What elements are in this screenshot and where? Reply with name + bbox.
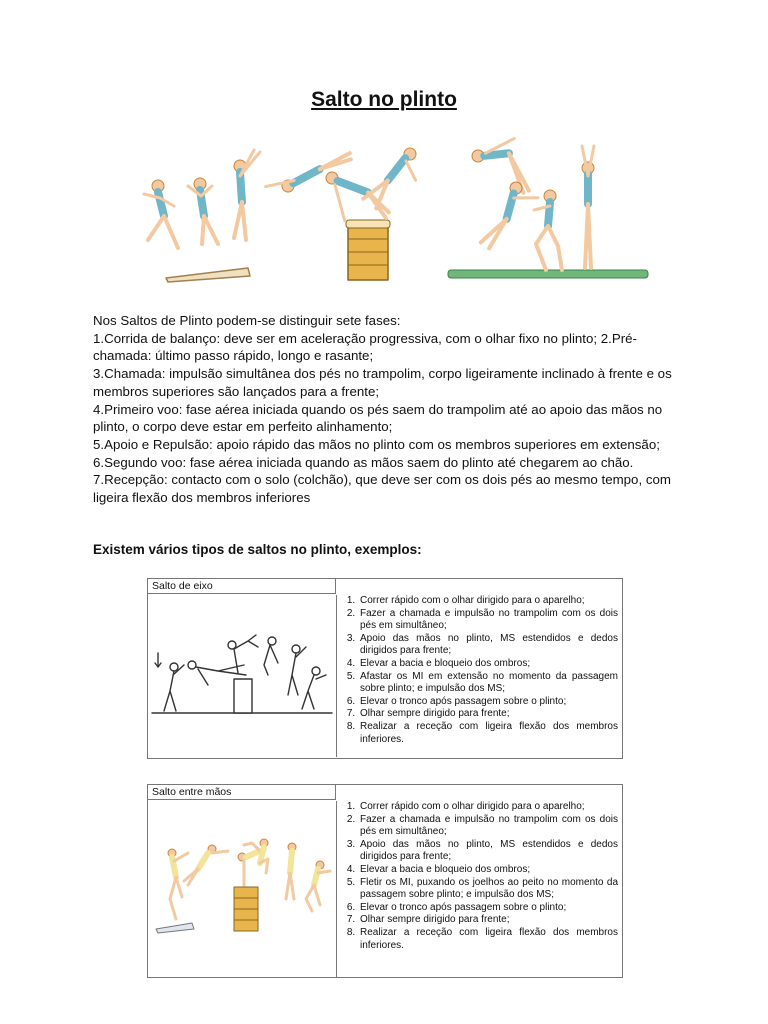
examples-heading: Existem vários tipos de saltos no plinto, exemplos: bbox=[93, 542, 422, 557]
phase-5: 5.Apoio e Repulsão: apoio rápido das mãos no plinto com os membros superiores em extensão; bbox=[93, 436, 660, 452]
list-item: 4. Elevar a bacia e bloqueio dos ombros; bbox=[358, 864, 618, 877]
list-item: 6. Elevar o tronco após passagem sobre o plinto; bbox=[358, 696, 618, 709]
list-item: 2. Fazer a chamada e impulsão no trampolim com os dois pés em simultâneo; bbox=[358, 814, 618, 839]
list-item: 8. Realizar a receção com ligeira flexão dos membros inferiores. bbox=[358, 721, 618, 746]
list-item: 3. Apoio das mãos no plinto, MS estendidos e dedos dirigidos para frente; bbox=[358, 633, 618, 658]
page-title: Salto no plinto bbox=[311, 88, 457, 111]
table-header: Salto de eixo bbox=[148, 579, 336, 594]
list-item: 5. Afastar os MI em extensão no momento da passagem sobre plinto; e impulsão dos MS; bbox=[358, 671, 618, 696]
phase-3: 3.Chamada: impulsão simultânea dos pés no trampolim, corpo ligeiramente inclinado à frente e os membros superiores são lançados para a frente; bbox=[93, 366, 672, 399]
phase-7: 7.Recepção: contacto com o solo (colchão), que deve ser com os dois pés ao mesmo tempo, com ligeira flexão dos membros inferiores bbox=[93, 472, 671, 506]
list-item: 8. Realizar a receção com ligeira flexão dos membros inferiores. bbox=[358, 927, 618, 952]
vault-sequence-illustration bbox=[118, 126, 650, 288]
list-item: 5. Fletir os MI, puxando os joelhos ao peito no momento da passagem sobre plinto; e impulsão dos MS; bbox=[358, 877, 618, 902]
list-item: 1. Correr rápido com o olhar dirigido para o aparelho; bbox=[358, 595, 618, 608]
entre-maos-vault-illustration bbox=[148, 801, 337, 977]
phase-6: 6.Segundo voo: fase aérea iniciada quando as mãos saem do plinto até chegarem ao chão. bbox=[93, 454, 634, 470]
list-item: 3. Apoio das mãos no plinto, MS estendidos e dedos dirigidos para frente; bbox=[358, 839, 618, 864]
vault-table-entre-maos bbox=[147, 784, 623, 978]
plinth-icon bbox=[346, 220, 390, 280]
landing-mat-icon bbox=[448, 270, 648, 278]
table-header: Salto entre mãos bbox=[148, 785, 336, 800]
eixo-steps-list bbox=[336, 595, 618, 746]
phase-4: 4.Primeiro voo: fase aérea iniciada quando os pés saem do trampolim até ao apoio das mãos no plinto, o corpo deve estar em perfeito alinhamento; bbox=[93, 401, 663, 435]
intro-lead: Nos Saltos de Plinto podem-se distinguir sete fases: bbox=[93, 313, 401, 328]
vault-table-eixo bbox=[147, 578, 623, 759]
springboard-icon bbox=[166, 268, 250, 282]
entre-maos-steps-list bbox=[336, 801, 618, 952]
list-item: 7. Olhar sempre dirigido para frente; bbox=[358, 914, 618, 927]
list-item: 2. Fazer a chamada e impulsão no trampolim com os dois pés em simultâneo; bbox=[358, 608, 618, 633]
intro-text bbox=[93, 312, 685, 507]
list-item: 1. Correr rápido com o olhar dirigido para o aparelho; bbox=[358, 801, 618, 814]
eixo-vault-illustration bbox=[148, 595, 337, 757]
list-item: 7. Olhar sempre dirigido para frente; bbox=[358, 708, 618, 721]
phase-1-2: 1.Corrida de balanço: deve ser em aceleração progressiva, com o olhar fixo no plinto; 2.Pré-chamada: último passo rápido, longo e rasante; bbox=[93, 330, 637, 364]
list-item: 4. Elevar a bacia e bloqueio dos ombros; bbox=[358, 658, 618, 671]
list-item: 6. Elevar o tronco após passagem sobre o plinto; bbox=[358, 902, 618, 915]
